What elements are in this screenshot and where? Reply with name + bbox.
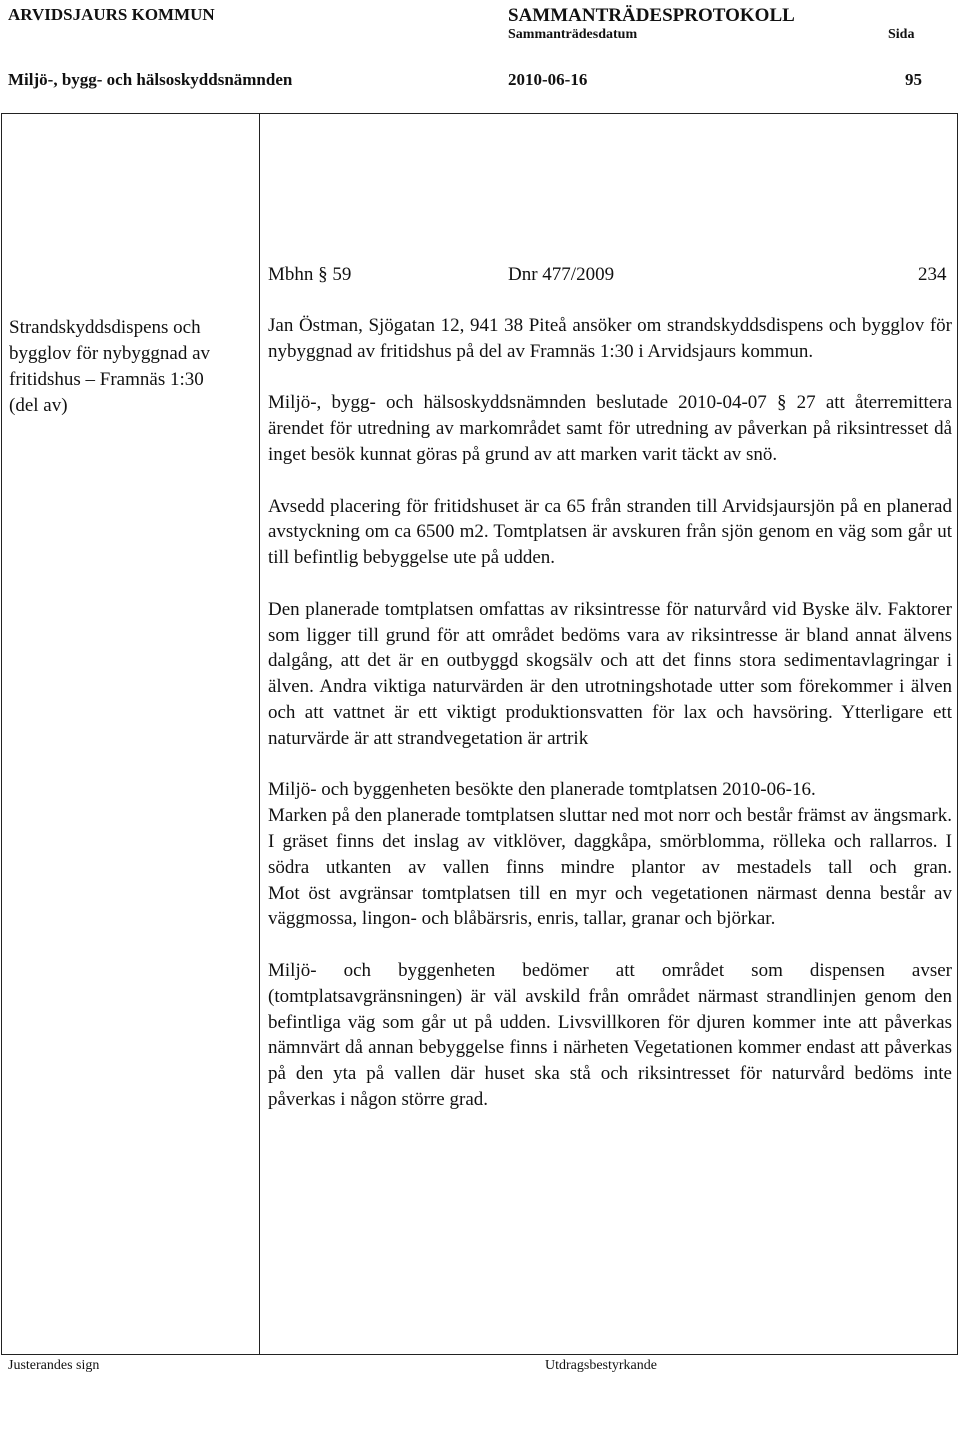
national-interest-paragraph: Den planerade tomtplatsen omfattas av riksintresse för naturvård vid Byske älv. Faktorer som ligger till grund för att området bedöms vara av riksintresse är bland annat älvens dalgång, att det är en outbyggd skogsälv och att det finns stora sedimentavlagringar i älven. Andra viktiga naturvärden är den utrotningshotade utter som förekommer i älven och att vattnet är ett viktigt produktionsvatten för lax och havsöring. Ytterligare ett naturvärde är att strandvegetation är artrik: [268, 598, 952, 749]
committee-name: Miljö-, bygg- och hälsoskyddsnämnden: [8, 70, 293, 89]
case-title-line: (del av): [9, 395, 68, 416]
previous-decision-text: Miljö-, bygg- och hälsoskyddsnämnden beslutade 2010-04-07: [268, 392, 767, 414]
column-divider: [259, 114, 260, 1354]
case-paragraph: [268, 264, 351, 286]
protocol-body: [268, 313, 952, 1139]
signature-label: Justerandes sign: [8, 1358, 100, 1373]
page-number: 95: [905, 70, 922, 89]
placement-paragraph: Avsedd placering för fritidshuset är ca 65 från stranden till Arvidsjaursjön på en planerad avstyckning om ca 6500 m2. Tomtplatsen är avskuren från sjön genom en väg som går ut till befintlig bebyggelse ute på udden.: [268, 495, 952, 569]
paragraph-number: 59: [332, 264, 352, 285]
site-visit-paragraph: [268, 777, 952, 880]
assessment-paragraph: Miljö- och byggenheten bedömer att området som dispensen avser (tomtplatsavgränsningen) är väl avskild från området närmast strandlinjen genom den befintliga väg som går ut på udden. Livsvillkoren för djuren kommer inte att påverkas nämnvärt då annan bebyggelse finns i närheten Vegetationen kommer endast att påverkas på den yta på vallen där huset ska stå och riksintresset för naturvård bedöms inte påverkas i någon större grad.: [268, 959, 952, 1110]
previous-decision-text-cont: 27 att återremittera ärendet för utredning av markområdet samt för utredning av påverkan på riksintresset då inget besök kunnat göras på grund av att marken varit täckt av snö.: [268, 392, 953, 465]
section-sign: §: [776, 392, 787, 414]
case-title-line: Strandskyddsdispens och: [9, 317, 201, 338]
section-sign: §: [318, 264, 328, 285]
case-number: 234: [918, 264, 947, 285]
meeting-date: 2010-06-16: [508, 70, 588, 89]
municipality-name: ARVIDSJAURS KOMMUN: [8, 5, 215, 24]
site-visit-line: Miljö- och byggenheten besökte den planerade tomtplatsen 2010-06-16.: [268, 779, 816, 801]
case-title-line: bygglov för nybyggnad av: [9, 343, 211, 364]
vegetation-paragraph: Mot öst avgränsar tomtplatsen till en myr och vegetationen närmast denna består av väggmossa, lingon- och blåbärsris, enris, tallar, granar och björkar.: [268, 882, 952, 930]
extract-label: Utdragsbestyrkande: [545, 1358, 657, 1373]
application-paragraph: Jan Östman, Sjögatan 12, 941 38 Piteå ansöker om strandskyddsdispens och bygglov för nybyggnad av fritidshus på del av Framnäs 1:30 i Arvidsjaurs kommun.: [268, 315, 952, 362]
case-title: [9, 315, 251, 419]
site-visit-description: Marken på den planerade tomtplatsen sluttar ned mot norr och består främst av ängsmark. I gräset finns det inslag av vitklöver, daggkåpa, smörblomma, rölleka och rallarros. I södra utkanten av vallen finns mindre plantor av mestadels tall och gran.: [268, 805, 952, 878]
previous-decision-paragraph: [268, 390, 952, 467]
meeting-date-label: Sammanträdesdatum: [508, 27, 638, 42]
case-title-line: fritidshus – Framnäs 1:30: [9, 369, 204, 390]
case-dnr: Dnr 477/2009: [508, 264, 615, 285]
document-type: SAMMANTRÄDESPROTOKOLL: [508, 5, 795, 26]
page-label: Sida: [888, 27, 915, 42]
paragraph-prefix: Mbhn: [268, 264, 314, 285]
